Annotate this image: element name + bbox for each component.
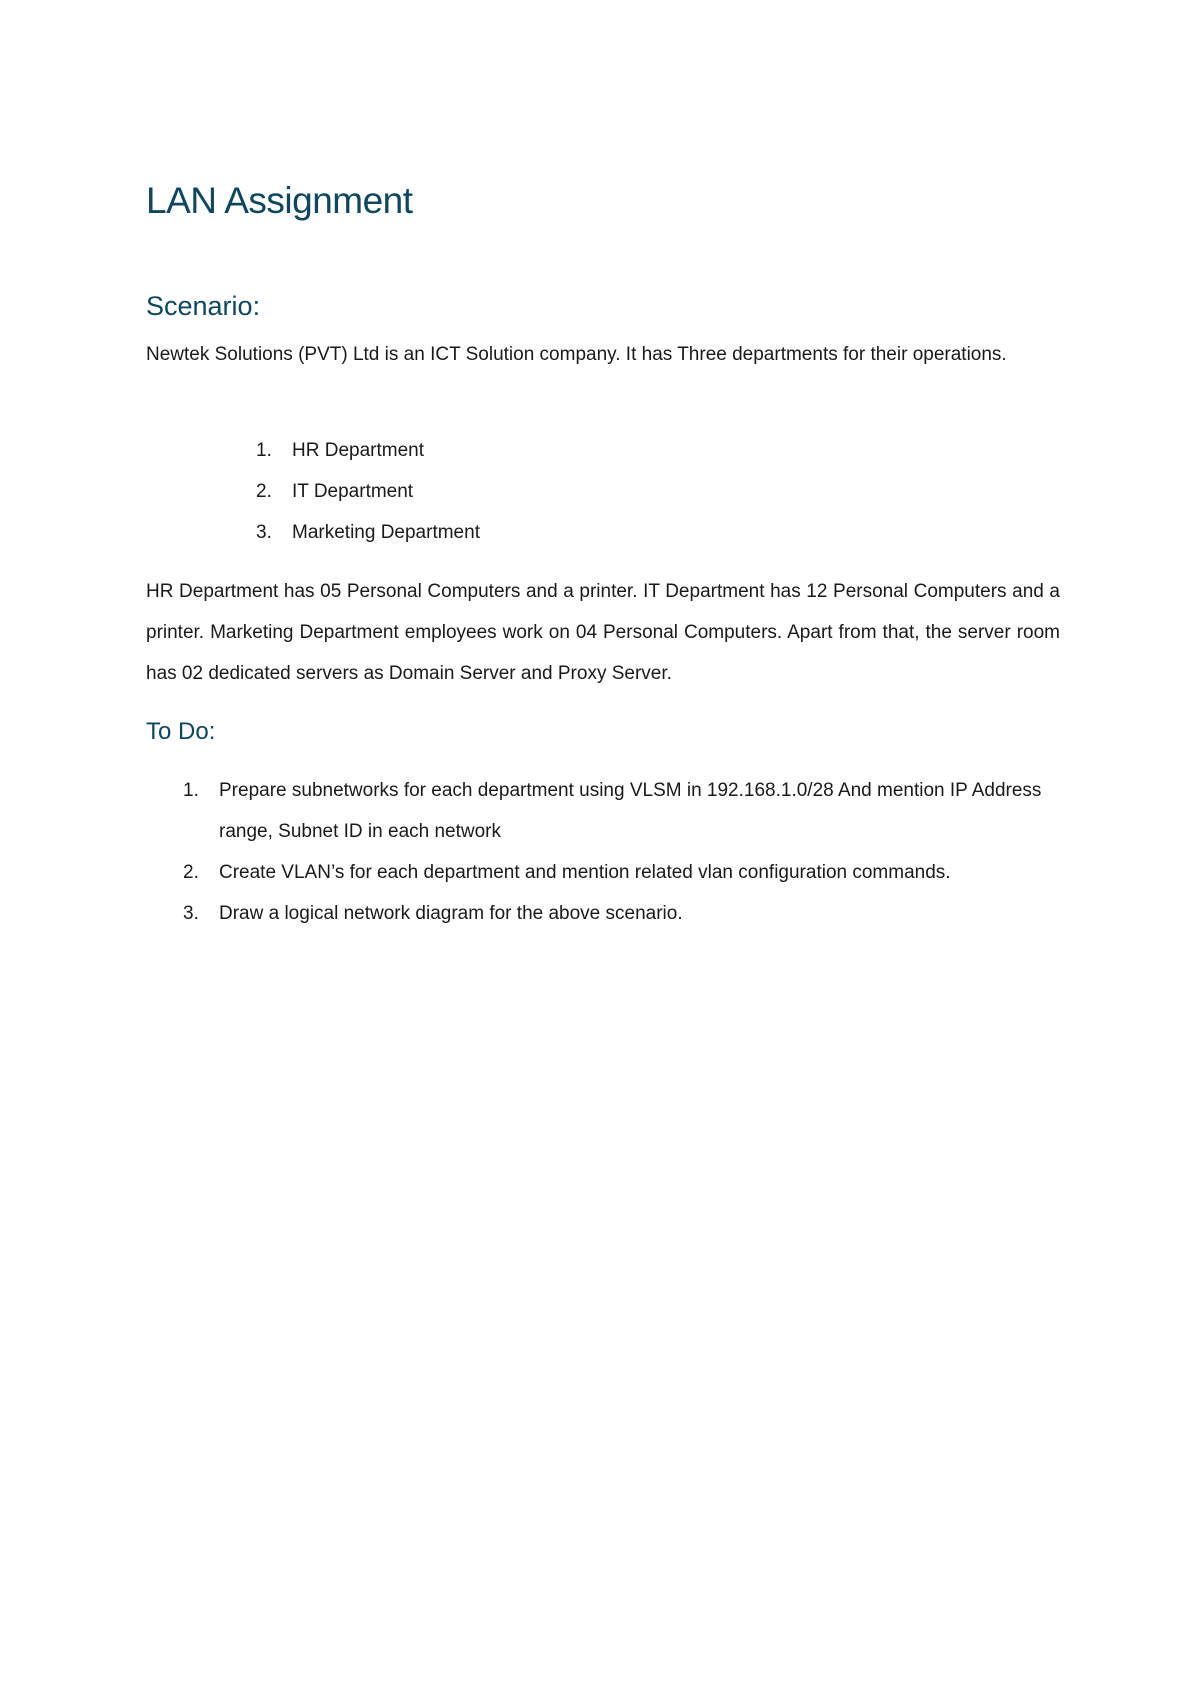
department-label: IT Department <box>292 481 414 502</box>
scenario-heading: Scenario: <box>146 291 261 321</box>
department-label: Marketing Department <box>292 522 480 543</box>
department-label: HR Department <box>292 440 424 461</box>
list-item <box>146 852 1060 893</box>
scenario-intro-paragraph: Newtek Solutions (PVT) Ltd is an ICT Solution company. It has Three departments for their operations. <box>146 344 1007 365</box>
list-item-number: 1. <box>256 440 272 461</box>
todo-item-text: Create VLAN’s for each department and mention related vlan configuration commands. <box>219 862 951 883</box>
list-item-number: 2. <box>256 481 272 502</box>
list-item <box>146 430 480 471</box>
list-item-number: 1. <box>183 780 199 801</box>
list-item <box>146 770 1060 852</box>
scenario-details-paragraph: HR Department has 05 Personal Computers and a printer. IT Department has 12 Personal Computers and a printer. Marketing Department employees work on 04 Personal Computers. Apart from that, the server room has 02 dedicated servers as Domain Server and Proxy Server. <box>146 581 1060 684</box>
list-item <box>146 893 1060 934</box>
todo-item-text: Draw a logical network diagram for the above scenario. <box>219 903 683 924</box>
list-item <box>146 512 480 553</box>
todo-heading: To Do: <box>146 718 216 745</box>
list-item <box>146 471 480 512</box>
document-title: LAN Assignment <box>146 180 413 221</box>
list-item-number: 3. <box>256 522 272 543</box>
list-item-number: 3. <box>183 903 199 924</box>
todo-item-text: Prepare subnetworks for each department using VLSM in 192.168.1.0/28 And mention IP Address range, Subnet ID in each network <box>219 780 1042 842</box>
list-item-number: 2. <box>183 862 199 883</box>
department-list <box>146 430 480 553</box>
todo-list <box>146 770 1060 934</box>
